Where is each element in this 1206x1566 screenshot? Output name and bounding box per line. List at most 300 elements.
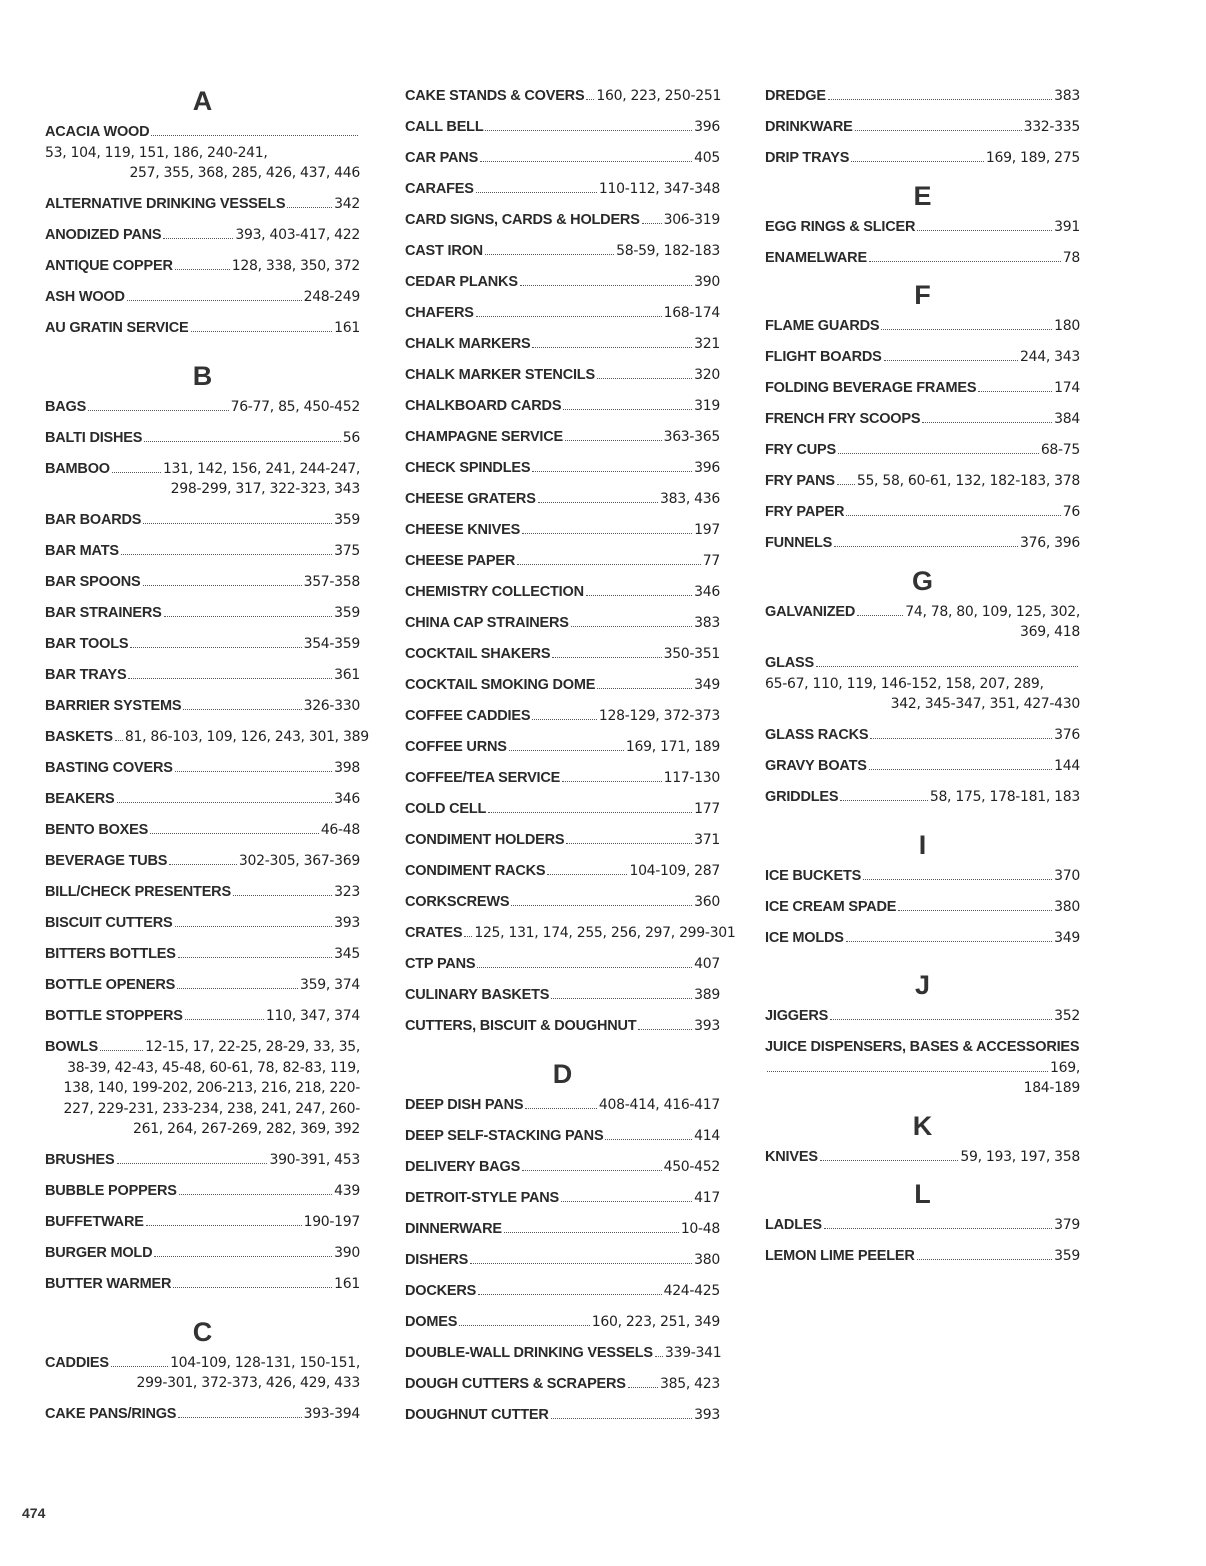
entry-term: DEEP SELF-STACKING PANS (405, 1127, 604, 1144)
entry-pages: 76-77, 85, 450-452 (230, 398, 360, 415)
entry-term: DOUBLE-WALL DRINKING VESSELS (405, 1344, 653, 1361)
entry-term: GLASS RACKS (765, 727, 869, 743)
entry-term: CHEESE GRATERS (405, 491, 536, 507)
index-entry (765, 148, 1080, 169)
entry-term: CORKSCREWS (405, 894, 510, 910)
dot-leader (884, 360, 1018, 361)
entry-term: FOLDING BEVERAGE FRAMES (765, 380, 977, 396)
entry-pages: 350-351 (663, 646, 720, 662)
dot-leader (820, 1160, 959, 1161)
dot-leader (504, 1232, 679, 1233)
index-entry (405, 613, 720, 634)
entry-pages: 180 (1054, 318, 1080, 334)
dot-leader (870, 738, 1052, 739)
index-entry (405, 892, 720, 913)
entry-pages: 58, 175, 178-181, 183 (929, 789, 1080, 805)
entry-pages: 393, 403-417, 422 (235, 227, 360, 243)
index-entry (765, 725, 1080, 746)
dot-leader (869, 769, 1052, 770)
dot-leader (869, 261, 1061, 262)
entry-term: CHAMPAGNE SERVICE (405, 429, 564, 445)
dot-leader (185, 1019, 264, 1020)
index-entry (45, 122, 360, 184)
index-entry (765, 1006, 1080, 1027)
index-entry (405, 458, 720, 479)
dot-leader (571, 626, 692, 627)
dot-leader (488, 812, 692, 813)
entry-pages: 359 (334, 605, 360, 621)
dot-leader (480, 161, 692, 162)
index-entry (45, 1150, 360, 1171)
entry-pages: 323 (334, 884, 360, 900)
entry-pages-continued: 184-189 (1023, 1080, 1080, 1096)
entry-term: DINNERWARE (405, 1220, 502, 1237)
index-entry (405, 1219, 720, 1240)
entry-term: CAR PANS (405, 150, 479, 166)
entry-pages: 332-335 (1023, 119, 1080, 135)
index-entry (45, 913, 360, 934)
entry-term: DETROIT-STYLE PANS (405, 1189, 560, 1206)
entry-pages: 342 (334, 196, 360, 212)
entry-term: BILL/CHECK PRESENTERS (45, 884, 231, 900)
entry-pages: 169, (1050, 1059, 1080, 1076)
dot-leader (183, 709, 301, 710)
entry-pages-continued: 342, 345-347, 351, 427-430 (890, 696, 1080, 712)
index-section (45, 1317, 360, 1425)
index-entry (45, 256, 360, 277)
entry-pages: 398 (334, 760, 360, 776)
entry-pages: 76 (1062, 504, 1080, 520)
index-section (765, 1111, 1080, 1168)
dot-leader (562, 781, 661, 782)
dot-leader (917, 230, 1052, 231)
entry-pages: 357-358 (303, 574, 360, 590)
dot-leader (642, 223, 662, 224)
dot-leader (532, 719, 597, 720)
index-entry (405, 861, 720, 882)
entry-term: FRY CUPS (765, 442, 836, 458)
entry-pages: 168-174 (663, 305, 720, 321)
entry-pages: 346 (694, 584, 720, 600)
dot-leader (476, 192, 597, 193)
entry-term: CHALKBOARD CARDS (405, 398, 562, 414)
section-letter: G (911, 565, 933, 596)
dot-leader (470, 1263, 692, 1264)
entry-term: COFFEE URNS (405, 739, 507, 755)
entry-term: LEMON LIME PEELER (765, 1248, 915, 1264)
entry-term: CHAFERS (405, 305, 474, 321)
entry-pages: 407 (694, 956, 720, 972)
index-entry (405, 303, 720, 324)
dot-leader (459, 1325, 590, 1326)
dot-leader (117, 802, 333, 803)
entry-term: CAKE STANDS & COVERS (405, 88, 585, 104)
entry-pages: 144 (1054, 758, 1080, 774)
entry-pages: 320 (694, 367, 720, 383)
entry-pages: 117-130 (663, 770, 720, 786)
entry-term: DISHERS (405, 1251, 469, 1268)
index-entry (405, 582, 720, 603)
index-entry (45, 882, 360, 903)
entry-term: GRIDDLES (765, 789, 839, 805)
index-entry (405, 520, 720, 541)
entry-term: DRIP TRAYS (765, 150, 850, 166)
index-section (405, 1059, 720, 1426)
entry-pages: 405 (694, 150, 720, 166)
entry-pages: 390 (334, 1245, 360, 1261)
entry-pages: 375 (334, 543, 360, 559)
index-entry (405, 1016, 720, 1037)
index-entry (765, 602, 1080, 643)
entry-pages: 346 (334, 791, 360, 807)
index-section (765, 181, 1080, 269)
entry-pages: 321 (694, 336, 720, 352)
index-entry (405, 427, 720, 448)
entry-pages: 376, 396 (1020, 535, 1080, 551)
dot-leader (547, 874, 627, 875)
index-entry (45, 1212, 360, 1233)
entry-term: CHEESE PAPER (405, 553, 516, 569)
entry-pages: 104-109, 128-131, 150-151, (170, 1354, 360, 1371)
entry-term: CALL BELL (405, 119, 484, 135)
entry-pages: 439 (334, 1183, 360, 1199)
entry-term: CHALK MARKER STENCILS (405, 367, 595, 383)
dot-leader (163, 238, 233, 239)
index-entry (405, 830, 720, 851)
entry-term: ANTIQUE COPPER (45, 258, 173, 274)
dot-leader (287, 207, 332, 208)
entry-pages: 190-197 (303, 1214, 360, 1230)
entry-term: FLIGHT BOARDS (765, 349, 882, 365)
dot-leader (978, 391, 1052, 392)
entry-pages: 393 (694, 1018, 720, 1034)
entry-pages: 393 (334, 915, 360, 931)
entry-pages: 161 (334, 320, 360, 336)
index-entry (405, 737, 720, 758)
entry-pages: 128, 338, 350, 372 (231, 258, 360, 274)
entry-pages: 58-59, 182-183 (616, 243, 720, 259)
entry-pages: 59, 193, 197, 358 (960, 1148, 1080, 1165)
entry-term: BAR TOOLS (45, 636, 129, 652)
dot-leader (655, 1356, 663, 1357)
index-entry (45, 287, 360, 308)
dot-leader (173, 1287, 332, 1288)
dot-leader (177, 988, 298, 989)
index-entry (45, 758, 360, 779)
dot-leader (511, 905, 692, 906)
index-section (765, 86, 1080, 169)
entry-pages: 10-48 (680, 1220, 720, 1237)
dot-leader (520, 285, 692, 286)
dot-leader (144, 441, 341, 442)
entry-pages: 359, 374 (300, 977, 360, 993)
entry-pages: 131, 142, 156, 241, 244-247, (162, 460, 360, 477)
entry-pages: 319 (694, 398, 720, 414)
entry-term: JUICE DISPENSERS, BASES & ACCESSORIES (765, 1039, 1080, 1055)
entry-pages: 306-319 (663, 212, 720, 228)
entry-term: CONDIMENT HOLDERS (405, 832, 565, 848)
entry-term: BEVERAGE TUBS (45, 853, 168, 869)
dot-leader (628, 1387, 658, 1388)
entry-term: COLD CELL (405, 801, 487, 817)
entry-pages: 380 (694, 1251, 720, 1268)
index-entry (45, 1006, 360, 1027)
entry-pages: 349 (1054, 929, 1080, 946)
entry-term: CARAFES (405, 181, 474, 197)
entry-pages: 81, 86-103, 109, 126, 243, 301, 389 (124, 729, 369, 745)
index-entry (45, 634, 360, 655)
entry-pages: 110, 347, 374 (265, 1008, 360, 1024)
entry-pages: 128-129, 372-373 (598, 708, 720, 724)
entry-pages: 389 (694, 987, 720, 1003)
index-entry (45, 727, 369, 748)
dot-leader (597, 378, 692, 379)
dot-leader (179, 1194, 332, 1195)
entry-term: BOTTLE OPENERS (45, 977, 176, 993)
index-entry (765, 378, 1080, 399)
index-section (765, 280, 1080, 554)
index-column-3 (765, 86, 1080, 1277)
entry-pages: 396 (694, 119, 720, 135)
index-entry (45, 1181, 360, 1202)
entry-term: CTP PANS (405, 956, 476, 972)
index-entry (405, 706, 720, 727)
entry-term: DEEP DISH PANS (405, 1096, 524, 1113)
dot-leader (154, 1256, 332, 1257)
dot-leader (143, 523, 332, 524)
index-entry (45, 1353, 360, 1394)
entry-pages: 177 (694, 801, 720, 817)
dot-leader (128, 678, 332, 679)
index-entry (405, 985, 720, 1006)
entry-term: BUBBLE POPPERS (45, 1183, 177, 1199)
entry-term: ICE BUCKETS (765, 867, 862, 884)
index-entry (765, 1147, 1080, 1168)
index-section (765, 1179, 1080, 1267)
index-entry (405, 551, 720, 572)
index-entry (405, 396, 720, 417)
index-entry (765, 866, 1080, 887)
entry-pages: 248-249 (303, 289, 360, 305)
section-letter: B (192, 360, 213, 391)
index-entry (405, 210, 720, 231)
entry-pages: 46-48 (320, 822, 360, 838)
entry-term: ICE CREAM SPADE (765, 898, 897, 915)
dot-leader (146, 1225, 302, 1226)
index-entry (45, 1037, 360, 1140)
dot-leader (922, 422, 1052, 423)
dot-leader (143, 585, 302, 586)
entry-term: CEDAR PLANKS (405, 274, 518, 290)
entry-term: CHECK SPINDLES (405, 460, 531, 476)
dot-leader (476, 316, 662, 317)
entry-pages: 393 (694, 1406, 720, 1423)
entry-term: FRENCH FRY SCOOPS (765, 411, 921, 427)
entry-term: CHINA CAP STRAINERS (405, 615, 569, 631)
dot-leader (855, 130, 1022, 131)
entry-term: COCKTAIL SMOKING DOME (405, 677, 596, 693)
entry-pages: 169, 189, 275 (985, 150, 1080, 166)
index-entry (765, 316, 1080, 337)
entry-pages: 390 (694, 274, 720, 290)
dot-leader (169, 864, 237, 865)
dot-leader (464, 936, 472, 937)
dot-leader (837, 484, 855, 485)
index-entry (765, 347, 1080, 368)
entry-term: BAR MATS (45, 543, 119, 559)
dot-leader (178, 1417, 301, 1418)
entry-term: BOTTLE STOPPERS (45, 1008, 183, 1024)
entry-term: ICE MOLDS (765, 929, 844, 946)
entry-pages: 174 (1054, 380, 1080, 396)
dot-leader (117, 1163, 268, 1164)
entry-term: DOUGH CUTTERS & SCRAPERS (405, 1375, 626, 1392)
index-entry (405, 799, 720, 820)
index-section (765, 830, 1080, 949)
entry-pages-continued: 38-39, 42-43, 45-48, 60-61, 78, 82-83, 119, 138, 140, 199-202, 206-213, 216, 218, 220-227, 229-231, 233-234, 238, 241, 247, 260-261, 264, 267-269, 282, 369, 392 (63, 1059, 360, 1137)
entry-pages: 352 (1054, 1008, 1080, 1024)
entry-pages: 363-365 (663, 429, 720, 445)
dot-leader (863, 879, 1052, 880)
index-entry (765, 248, 1080, 269)
dot-leader (178, 957, 332, 958)
index-entry (405, 1312, 720, 1333)
index-entry (45, 510, 360, 531)
dot-leader (517, 564, 701, 565)
dot-leader (917, 1259, 1053, 1260)
index-entry (405, 675, 720, 696)
entry-term: CUTTERS, BISCUIT & DOUGHNUT (405, 1018, 637, 1034)
index-entry (405, 1374, 720, 1395)
index-section (45, 86, 360, 339)
dot-leader (478, 1294, 661, 1295)
index-entry (405, 117, 720, 138)
index-entry (765, 502, 1080, 523)
entry-pages: 53, 104, 119, 151, 186, 240-241, (45, 144, 268, 161)
entry-pages: 160, 223, 250-251 (596, 88, 722, 104)
index-entry (765, 756, 1080, 777)
dot-leader (164, 616, 333, 617)
entry-pages-continued: 369, 418 (1020, 624, 1080, 640)
dot-leader (597, 688, 692, 689)
dot-leader (881, 329, 1052, 330)
entry-term: BAR BOARDS (45, 512, 142, 528)
dot-leader (586, 99, 594, 100)
dot-leader (112, 472, 161, 473)
entry-term: CHALK MARKERS (405, 336, 531, 352)
entry-term: BASKETS (45, 729, 113, 745)
index-entry (765, 928, 1080, 949)
entry-pages: 383 (694, 615, 720, 631)
dot-leader (127, 300, 302, 301)
index-entry (45, 225, 360, 246)
dot-leader (857, 615, 903, 616)
index-entry (405, 86, 720, 107)
dot-leader (838, 453, 1039, 454)
entry-term: CAKE PANS/RINGS (45, 1406, 177, 1422)
dot-leader (485, 130, 692, 131)
index-entry (765, 217, 1080, 238)
entry-term: GRAVY BOATS (765, 758, 867, 774)
entry-term: CARD SIGNS, CARDS & HOLDERS (405, 212, 640, 228)
dot-leader (552, 657, 661, 658)
dot-leader (828, 99, 1052, 100)
entry-term: BASTING COVERS (45, 760, 173, 776)
index-entry (45, 975, 360, 996)
entry-term: KNIVES (765, 1148, 818, 1165)
entry-pages: 391 (1054, 218, 1080, 235)
entry-pages: 359 (1054, 1248, 1080, 1264)
entry-term: GALVANIZED (765, 603, 856, 620)
entry-pages: 74, 78, 80, 109, 125, 302, (905, 603, 1080, 620)
dot-leader (477, 967, 692, 968)
dot-leader (846, 941, 1052, 942)
entry-pages-continued: 257, 355, 368, 285, 426, 437, 446 (129, 165, 360, 181)
index-entry (405, 1095, 720, 1116)
index-entry (765, 1215, 1080, 1236)
entry-pages: 104-109, 287 (629, 863, 720, 879)
index-section (405, 86, 736, 1037)
entry-pages-continued: 298-299, 317, 322-323, 343 (170, 481, 360, 497)
dot-leader (586, 595, 692, 596)
index-entry (765, 1037, 1080, 1099)
index-entry (45, 194, 360, 215)
entry-term: FLAME GUARDS (765, 318, 880, 334)
entry-term: COCKTAIL SHAKERS (405, 646, 551, 662)
entry-term: CONDIMENT RACKS (405, 863, 546, 879)
dot-leader (130, 647, 301, 648)
index-entry (405, 148, 720, 169)
index-entry (765, 1246, 1080, 1267)
dot-leader (566, 843, 692, 844)
entry-pages: 339-341 (664, 1344, 722, 1361)
dot-leader (522, 533, 692, 534)
index-entry (405, 923, 736, 944)
entry-term: COFFEE CADDIES (405, 708, 531, 724)
entry-term: BAR TRAYS (45, 667, 127, 683)
section-letter: J (914, 970, 931, 1000)
dot-leader (563, 409, 692, 410)
index-entry (45, 665, 360, 686)
dot-leader (851, 161, 984, 162)
index-entry (405, 365, 720, 386)
index-entry (405, 954, 720, 975)
page-number: 474 (22, 1505, 46, 1521)
dot-leader (846, 515, 1060, 516)
entry-pages: 125, 131, 174, 255, 256, 297, 299-301 (474, 925, 736, 941)
entry-pages: 244, 343 (1020, 349, 1080, 365)
index-entry (45, 944, 360, 965)
entry-term: BISCUIT CUTTERS (45, 915, 173, 931)
entry-term: BENTO BOXES (45, 822, 149, 838)
entry-pages: 56 (342, 429, 360, 446)
index-entry (405, 1126, 720, 1147)
dot-leader (638, 1029, 692, 1030)
entry-term: CHEMISTRY COLLECTION (405, 584, 584, 600)
section-letter: I (918, 829, 927, 860)
entry-pages: 110-112, 347-348 (598, 181, 720, 197)
entry-term: ALTERNATIVE DRINKING VESSELS (45, 196, 286, 212)
dot-leader (840, 800, 928, 801)
entry-term: BITTERS BOTTLES (45, 946, 176, 962)
dot-leader (830, 1019, 1052, 1020)
section-letter: F (914, 280, 931, 310)
index-entry (765, 440, 1080, 461)
section-letter: D (552, 1058, 573, 1089)
index-entry (405, 489, 720, 510)
index-entry (765, 86, 1080, 107)
entry-pages: 371 (694, 832, 720, 848)
